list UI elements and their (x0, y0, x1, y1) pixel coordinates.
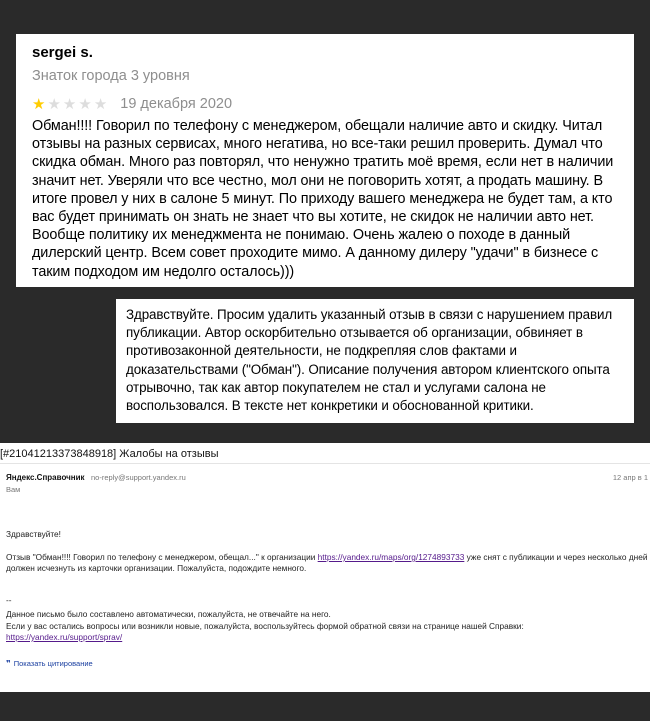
show-quote-label: Показать цитирование (13, 659, 93, 668)
help-link[interactable]: https://yandex.ru/support/sprav/ (6, 632, 123, 642)
email-subject: [#21041213373848918] Жалобы на отзывы (0, 448, 219, 460)
review-author[interactable]: sergei s. (32, 44, 93, 61)
email-panel (0, 443, 650, 692)
author-badge: Знаток города 3 уровня (32, 68, 190, 84)
email-message-text-tail: уже снят с публикации и через несколько дней должен исчезнуть из карточки организации. Пожалуйста, подождите немного. (6, 552, 648, 573)
review-text: Обман!!!! Говорил по телефону с менеджером, обещали наличие авто и скидку. Читал отзывы на разных сервисах, много негатива, но все-таки решил проверить. Думал что скидка обман. Много раз повторял, что ненужно тратить моё время, если нет в наличии значит нет. Уверяли что все честно, мол они не поговорить хотят, а продать машину. В итоге провел у них в салоне 5 минут. По приходу вашего менеджера не будет там, а кто вас будет принимать он знать не знает что вы хотите, не скидок не наличии авто нет. Вообще политику их менеджмента не понимаю. Очень жалею о походе в данный дилерский центр. Всем совет проходите мимо. А данному дилеру "удачи" в бизнесе с таким подходом им недолго осталось))) (32, 118, 614, 280)
rating-stars (32, 96, 109, 112)
star-icon: ★ (93, 95, 108, 113)
email-footer-line: Если у вас остались вопросы или возникли новые, пожалуйста, воспользуйтесь формой обратной связи на странице нашей Справки: (6, 621, 524, 631)
email-recipient[interactable]: Вам (6, 485, 21, 494)
review-card (16, 34, 634, 287)
show-quote-button[interactable] (6, 659, 93, 668)
divider (0, 463, 650, 464)
help-link-row (6, 632, 122, 642)
sender-name[interactable]: Яндекс.Справочник (6, 473, 85, 482)
rating-row (32, 94, 618, 114)
email-message-text: Отзыв "Обман!!!! Говорил по телефону с менеджером, обещал..." к организации (6, 552, 318, 562)
star-icon: ★ (62, 95, 77, 113)
signature-separator: -- (6, 595, 12, 605)
star-icon: ★ (47, 95, 61, 113)
email-footer-line: Данное письмо было составлено автоматически, пожалуйста, не отвечайте на него. (6, 609, 331, 619)
email-message (6, 552, 648, 574)
complaint-reply-text: Здравствуйте. Просим удалить указанный отзыв в связи с нарушением правил публикации. Автор оскорбительно отзывается об организации, обвиняет в противозаконной деятельности, не подкрепляя слов фактами и доказательствами ("Обман"). Описание получения автором клиентского опыта отрывочно, так как автор покупателем не стал и услугами салона не воспользовался. В тексте нет конкретики и обоснованной критики. (116, 299, 634, 423)
email-greeting: Здравствуйте! (6, 529, 61, 539)
review-date: 19 декабря 2020 (120, 96, 233, 112)
organization-link[interactable]: https://yandex.ru/maps/org/1274893733 (317, 552, 465, 562)
sender-email[interactable]: no-reply@support.yandex.ru (91, 473, 186, 482)
quote-icon: ❞ (6, 659, 11, 668)
star-icon: ★ (32, 95, 46, 113)
email-date: 12 апр в 1 (612, 473, 648, 482)
star-icon: ★ (78, 95, 92, 113)
